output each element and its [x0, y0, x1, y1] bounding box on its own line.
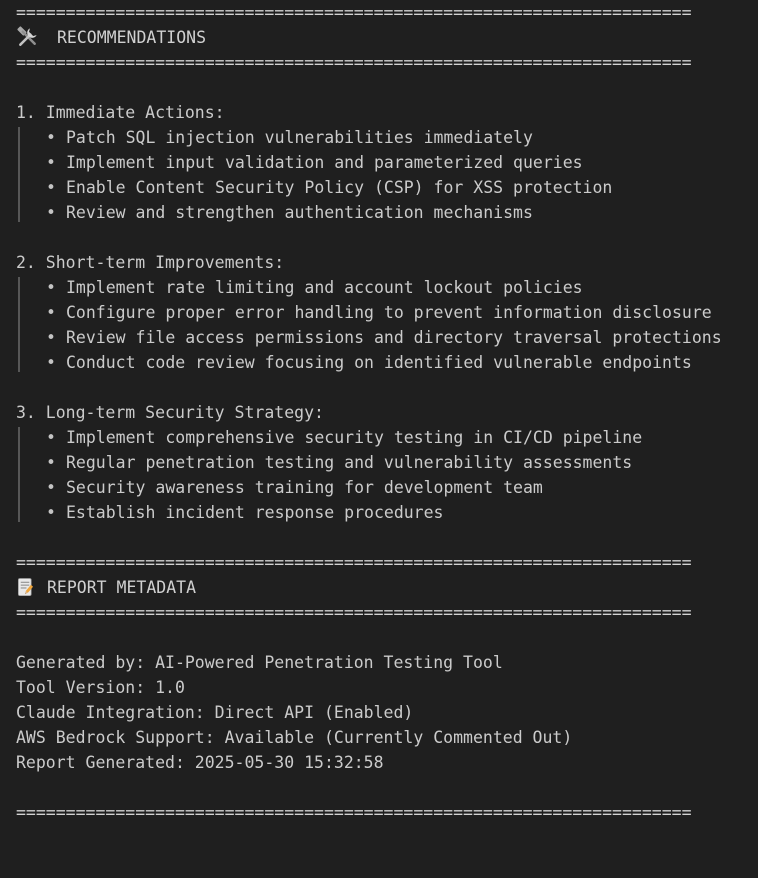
list-item-text: Review file access permissions and directory traversal protections [66, 328, 722, 347]
list-item-text: Security awareness training for development team [66, 478, 543, 497]
bullet-icon: • [46, 478, 56, 497]
indent-guide [18, 277, 20, 372]
separator-line: ==================================================================== [16, 3, 692, 22]
group-heading: 2. Short-term Improvements: [16, 253, 285, 272]
spacer [0, 625, 758, 650]
indent-guide [18, 427, 20, 522]
list-item-text: Patch SQL injection vulnerabilities immediately [66, 128, 533, 147]
report-metadata-title: REPORT METADATA [47, 578, 197, 597]
list-item [0, 125, 758, 150]
list-item-text: Implement input validation and parameterized queries [66, 153, 583, 172]
separator-line: ==================================================================== [16, 803, 692, 822]
spacer [0, 225, 758, 250]
list-item-text: Implement rate limiting and account lockout policies [66, 278, 583, 297]
list-item [0, 425, 758, 450]
list-item-text: Implement comprehensive security testing in CI/CD pipeline [66, 428, 643, 447]
memo-icon [16, 577, 47, 598]
separator-line: ==================================================================== [16, 553, 692, 572]
list-item [0, 450, 758, 475]
bullet-icon: • [46, 203, 56, 222]
bullet-icon: • [46, 353, 56, 372]
bullet-icon: • [46, 428, 56, 447]
bullet-icon: • [46, 303, 56, 322]
spacer [0, 525, 758, 550]
bullet-icon: • [46, 128, 56, 147]
indent-guide [18, 127, 20, 222]
spacer [0, 775, 758, 800]
recommendation-group-long-term [0, 400, 758, 525]
list-item [0, 150, 758, 175]
list-item [0, 500, 758, 525]
list-item-text: Enable Content Security Policy (CSP) for XSS protection [66, 178, 613, 197]
list-item-text: Regular penetration testing and vulnerability assessments [66, 453, 633, 472]
group-heading: 1. Immediate Actions: [16, 103, 225, 122]
bullet-icon: • [46, 178, 56, 197]
list-item-text: Configure proper error handling to prevent information disclosure [66, 303, 712, 322]
list-item [0, 275, 758, 300]
spacer [0, 75, 758, 100]
list-item-text: Conduct code review focusing on identified vulnerable endpoints [66, 353, 692, 372]
bullet-icon: • [46, 328, 56, 347]
bullet-icon: • [46, 503, 56, 522]
bullet-icon: • [46, 153, 56, 172]
recommendations-title: RECOMMENDATIONS [57, 28, 207, 47]
metadata-tool-version: Tool Version: 1.0 [16, 678, 185, 697]
separator-line: ==================================================================== [16, 53, 692, 72]
list-item [0, 350, 758, 375]
list-item-text: Review and strengthen authentication mechanisms [66, 203, 533, 222]
recommendation-group-short-term [0, 250, 758, 375]
list-item [0, 175, 758, 200]
metadata-claude-integration: Claude Integration: Direct API (Enabled) [16, 703, 414, 722]
bullet-icon: • [46, 278, 56, 297]
recommendation-group-immediate [0, 100, 758, 225]
list-item [0, 200, 758, 225]
list-item [0, 475, 758, 500]
metadata-report-generated: Report Generated: 2025-05-30 15:32:58 [16, 753, 384, 772]
group-heading: 3. Long-term Security Strategy: [16, 403, 324, 422]
hammer-and-wrench-icon [16, 26, 57, 49]
metadata-aws-bedrock-support: AWS Bedrock Support: Available (Currently Commented Out) [16, 728, 573, 747]
report-metadata-header [0, 575, 758, 600]
spacer [0, 375, 758, 400]
list-item-text: Establish incident response procedures [66, 503, 444, 522]
list-item [0, 300, 758, 325]
bullet-icon: • [46, 453, 56, 472]
metadata-generated-by: Generated by: AI-Powered Penetration Testing Tool [16, 653, 503, 672]
separator-line: ==================================================================== [16, 603, 692, 622]
list-item [0, 325, 758, 350]
recommendations-header [0, 25, 758, 50]
